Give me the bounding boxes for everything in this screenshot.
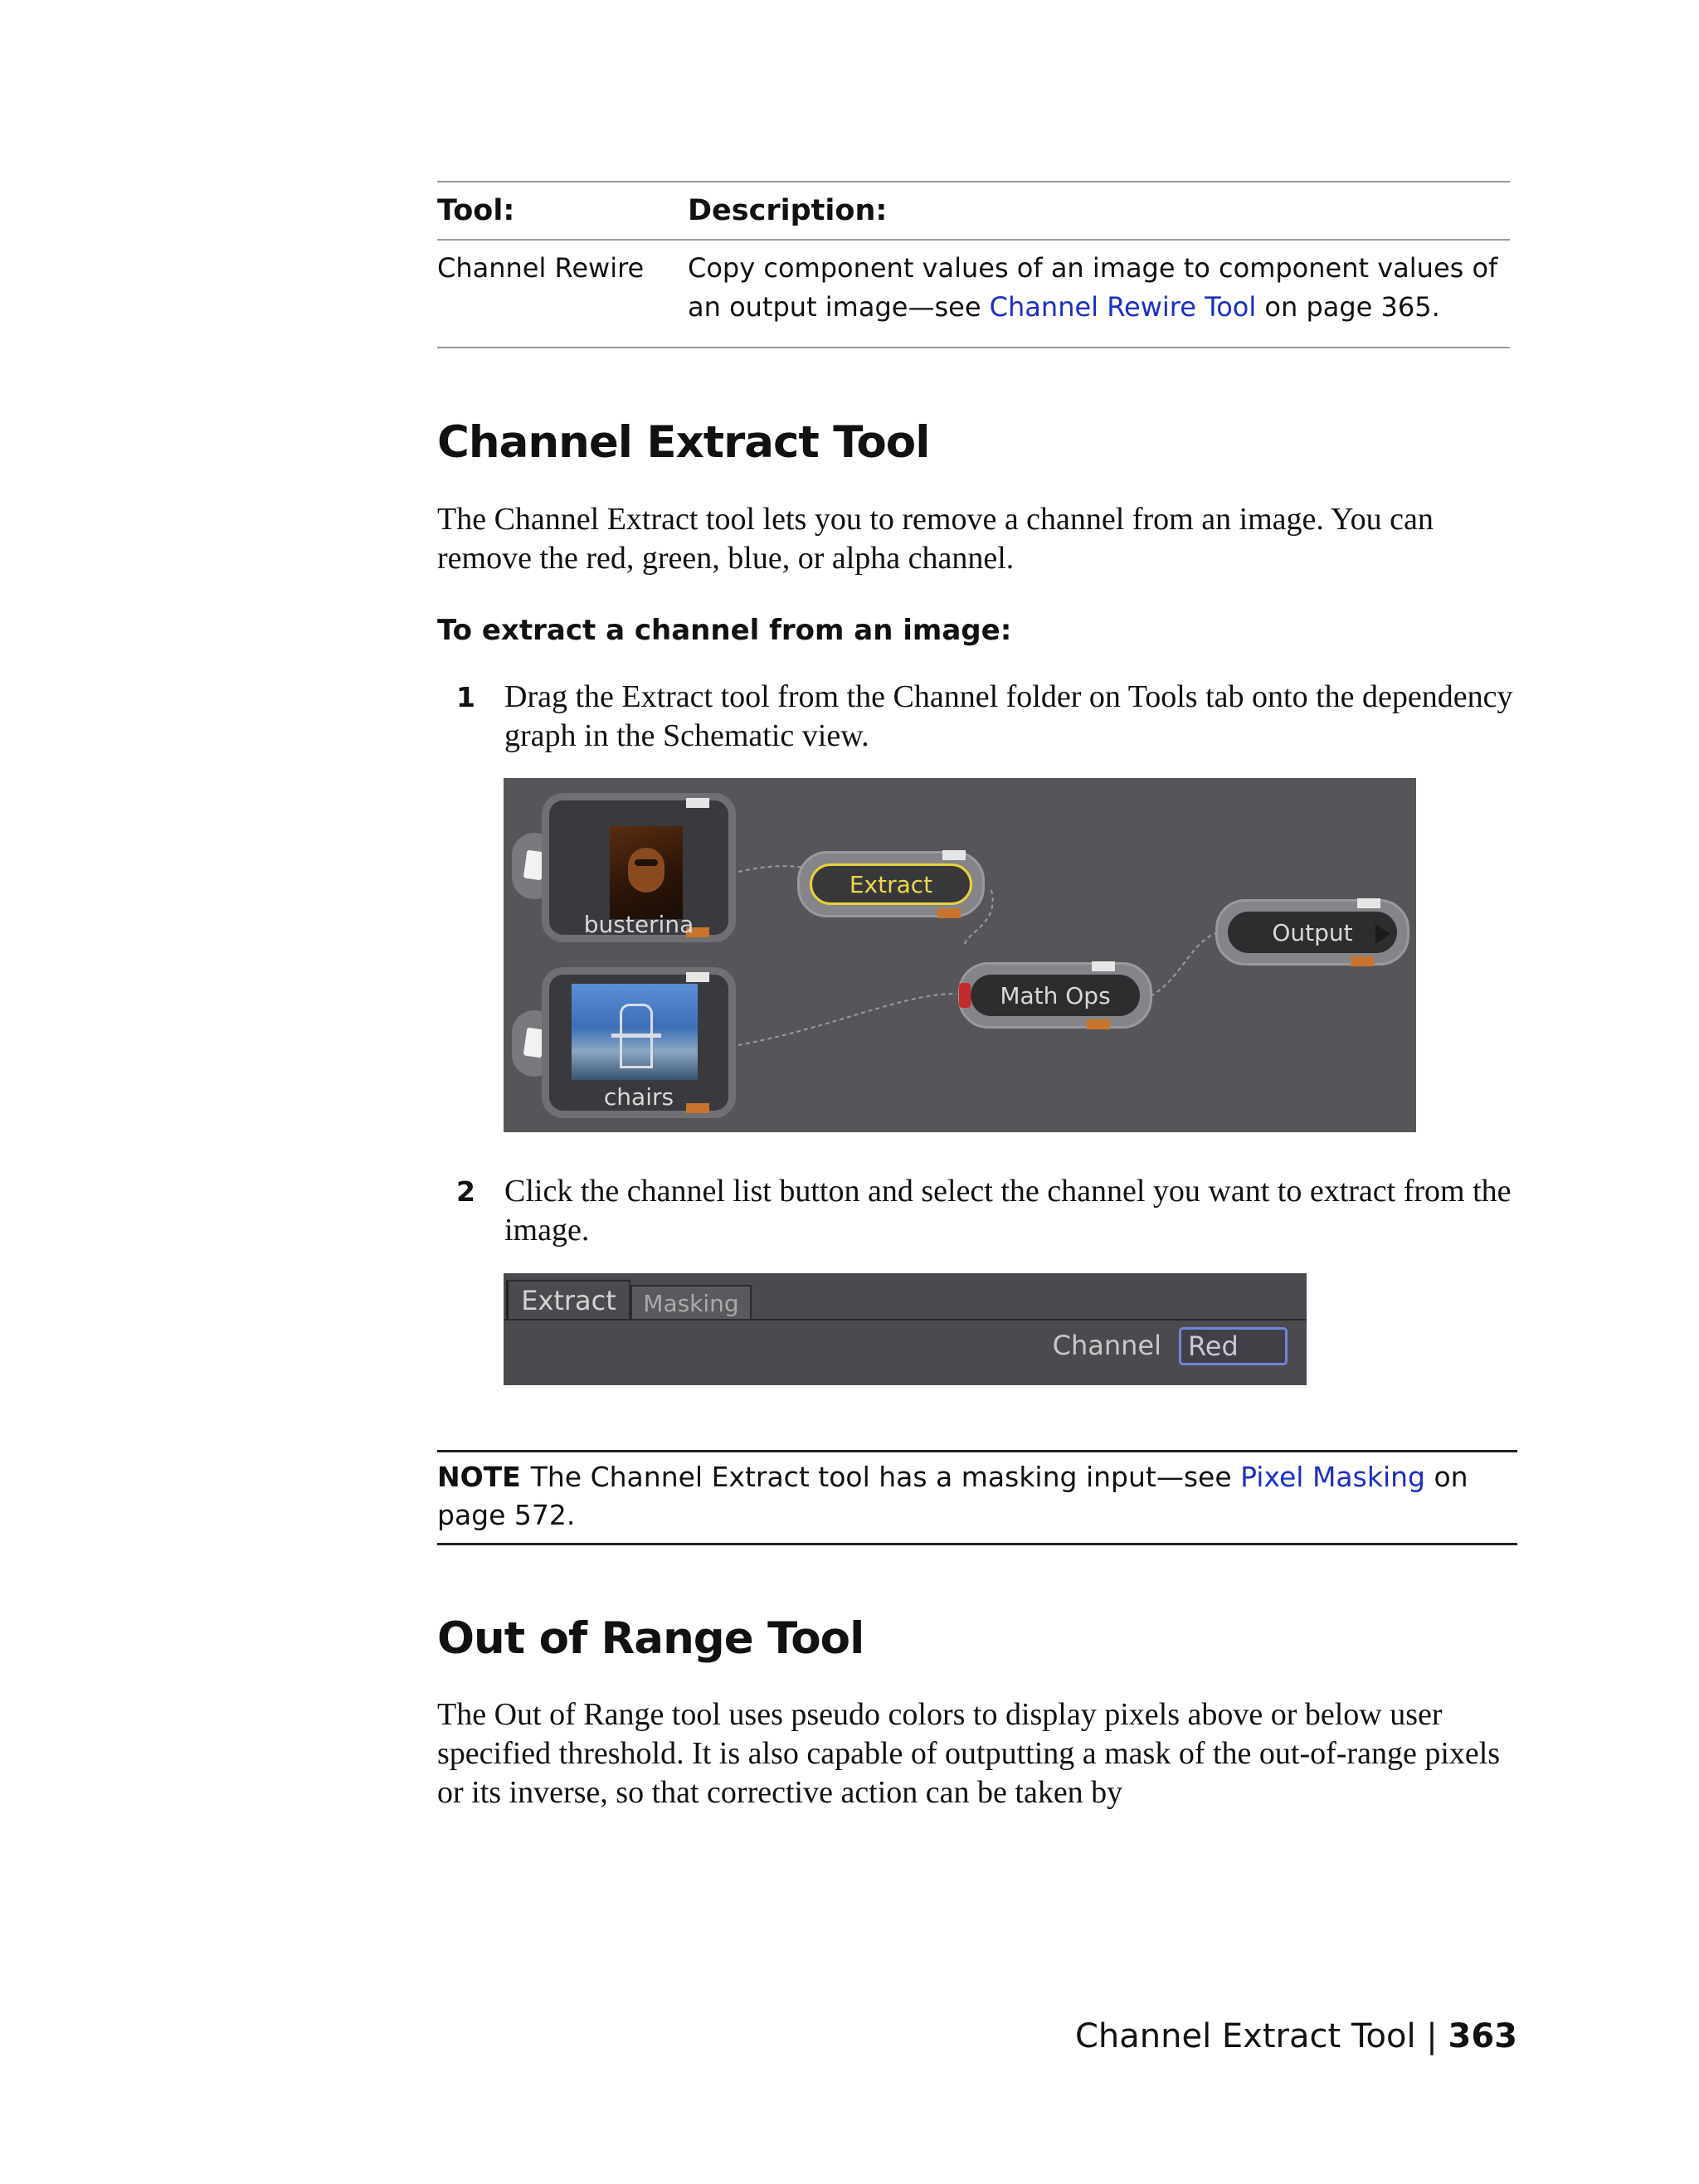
note-text: The Channel Extract tool has a masking input—see [530, 1461, 1241, 1493]
node-label: Extract [849, 870, 933, 898]
footer-section-title: Channel Extract Tool [1074, 2017, 1416, 2055]
node-top-marker [942, 850, 966, 860]
node-label: Output [1272, 918, 1353, 946]
node-top-marker [1092, 961, 1115, 971]
node-bottom-marker [937, 908, 961, 918]
section-intro-out-of-range: The Out of Range tool uses pseudo colors to display pixels above or below user specified threshold. It is also capable of outputting a mask of the out-of-range pixels or its inverse, so that corrective action can be taken by [437, 1697, 1501, 1810]
table-cell-description [688, 249, 1510, 347]
page-footer [1075, 2017, 1517, 2055]
tab-extract[interactable]: Extract [506, 1280, 630, 1320]
note-page-ref: on page 572. [437, 1461, 1468, 1531]
connection-busterina-extract [738, 866, 806, 872]
tool-table [437, 181, 1510, 348]
output-node[interactable] [1215, 899, 1409, 966]
description-text: Copy component values of an image to component values of an output image—see [688, 252, 1498, 323]
section-heading-channel-extract: Channel Extract Tool [437, 417, 930, 468]
description-page-ref: on page 365. [1256, 291, 1440, 323]
footer-separator: | [1426, 2017, 1438, 2055]
tab-divider [504, 1319, 1307, 1321]
section-heading-out-of-range: Out of Range Tool [437, 1613, 864, 1664]
math-ops-node[interactable] [958, 962, 1152, 1029]
chairs-node[interactable] [512, 967, 736, 1118]
node-label: chairs [603, 1083, 674, 1111]
connection-chairs-mathops [738, 994, 957, 1045]
extract-panel-figure [504, 1273, 1307, 1385]
table-header-description: Description: [688, 194, 888, 227]
node-bottom-marker [1351, 956, 1374, 966]
table-header-row [437, 182, 1510, 239]
tab-masking[interactable]: Masking [630, 1285, 752, 1320]
step-number: 2 [456, 1175, 475, 1208]
busterina-thumbnail [610, 826, 683, 919]
extract-node[interactable] [797, 851, 985, 917]
table-row [437, 241, 1510, 347]
connection-mathops-output [1151, 931, 1224, 996]
table-cell-tool: Channel Rewire [437, 252, 645, 284]
busterina-node[interactable] [512, 793, 736, 942]
channel-label: Channel [1052, 1330, 1161, 1361]
note-label: NOTE [437, 1461, 521, 1493]
pixel-masking-link[interactable]: Pixel Masking [1240, 1461, 1425, 1493]
schematic-view-figure [504, 778, 1416, 1132]
step-text: Drag the Extract tool from the Channel folder on Tools tab onto the dependency graph in the Schematic view. [504, 679, 1513, 753]
chairs-thumbnail [572, 984, 698, 1080]
table-header-tool: Tool: [437, 194, 515, 227]
node-label: Math Ops [1000, 981, 1111, 1009]
channel-list-button[interactable]: Red [1179, 1327, 1288, 1365]
play-arrow-icon [1375, 924, 1390, 944]
page-number: 363 [1448, 2017, 1517, 2055]
node-top-marker [686, 798, 709, 808]
section-intro-channel-extract: The Channel Extract tool lets you to remove a channel from an image. You can remove the red, green, blue, or alpha channel. [437, 502, 1434, 576]
node-top-marker [686, 972, 709, 982]
table-bottom-rule [437, 347, 1510, 348]
procedure-step [456, 1172, 1535, 1250]
node-label: busterina [583, 911, 694, 938]
procedure-title: To extract a channel from an image: [437, 614, 1012, 647]
note-box [437, 1450, 1517, 1545]
procedure-step [456, 678, 1535, 756]
node-top-marker [1357, 898, 1380, 908]
channel-rewire-link[interactable]: Channel Rewire Tool [989, 291, 1257, 323]
step-text: Click the channel list button and select the channel you want to extract from the image. [504, 1174, 1512, 1248]
node-bottom-marker [1087, 1019, 1110, 1029]
step-number: 1 [456, 681, 475, 713]
